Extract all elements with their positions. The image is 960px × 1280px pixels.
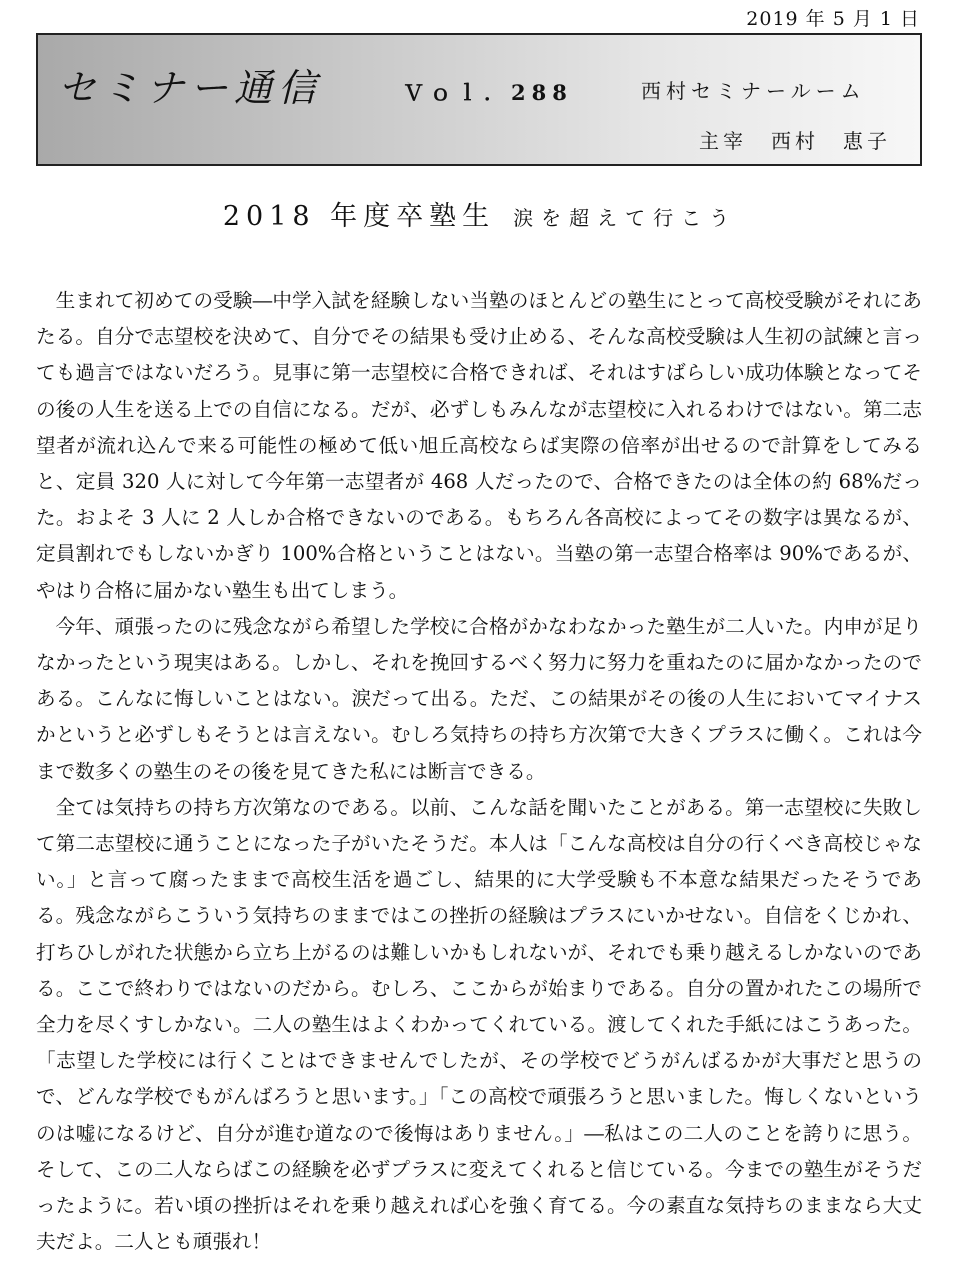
article-title: 2018 年度卒塾生	[222, 201, 496, 232]
article-body	[36, 283, 922, 1260]
organization-name: 西村セミナールーム	[641, 79, 866, 103]
paragraph-1: 生まれて初めての受験―中学入試を経験しない当塾のほとんどの塾生にとって高校受験がそれにあたる。自分で志望校を決めて、自分でその結果も受け止める、そんな高校受験は人生初の試練と言っても過言ではないだろう。見事に第一志望校に合格できれば、それはすばらしい成功体験となってその後の人生を送る上での自信になる。だが、必ずしもみんなが志望校に入れるわけではない。第二志望者が流れ込んで来る可能性の極めて低い旭丘高校ならば実際の倍率が出せるので計算をしてみると、定員 320 人に対して今年第一志望者が 468 人だったので、合格できたのは全体の約 68%だった。およそ 3 人に 2 人しか合格できないのである。もちろん各高校によってその数字は異なるが、定員割れでもしないかぎり 100%合格ということはない。当塾の第一志望合格率は 90%であるが、やはり合格に届かない塾生も出てしまう。	[36, 289, 922, 602]
host-name: 主宰 西村 恵子	[699, 129, 891, 153]
newsletter-header	[36, 33, 922, 166]
article-subtitle: 涙を超えて行こう	[513, 206, 738, 230]
paragraph-3: 全ては気持ちの持ち方次第なのである。以前、こんな話を聞いたことがある。第一志望校に失敗して第二志望校に通うことになった子がいたそうだ。本人は「こんな高校は自分の行くべき高校じゃない。」と言って腐ったままで高校生活を過ごし、結果的に大学受験も不本意な結果だったそうである。残念ながらこういう気持ちのままではこの挫折の経験はプラスにいかせない。自信をくじかれ、打ちひしがれた状態から立ち上がるのは難しいかもしれないが、それでも乗り越えるしかないのである。ここで終わりではないのだから。むしろ、ここからが始まりである。自分の置かれたこの場所で全力を尽くすしかない。二人の塾生はよくわかってくれている。渡してくれた手紙にはこうあった。「志望した学校には行くことはできませんでしたが、その学校でどうがんばるかが大事だと思うので、どんな学校でもがんばろうと思います。」「この高校で頑張ろうと思いました。悔しくないというのは嘘になるけど、自分が進む道なので後悔はありません。」―私はこの二人のことを誇りに思う。そして、この二人ならばこの経験を必ずプラスに変えてくれると信じている。今までの塾生がそうだったように。若い頃の挫折はそれを乗り越えれば心を強く育てる。今の素直な気持ちのままなら大丈夫だよ。二人とも頑張れ！	[36, 795, 922, 1254]
issue-date: 2019 年 5 月 1 日	[746, 8, 920, 30]
volume-number: Ｖｏｌ．288	[403, 80, 573, 105]
article-heading	[0, 194, 960, 233]
paragraph-2: 今年、頑張ったのに残念ながら希望した学校に合格がかなわなかった塾生が二人いた。内申が足りなかったという現実はある。しかし、それを挽回するべく努力に努力を重ねたのに届かなかったのである。こんなに悔しいことはない。涙だって出る。ただ、この結果がその後の人生においてマイナスかというと必ずしもそうとは言えない。むしろ気持ちの持ち方次第で大きくプラスに働く。これは今まで数多くの塾生のその後を見てきた私には断言できる。	[36, 614, 922, 783]
newsletter-title: セミナー通信	[58, 66, 323, 110]
